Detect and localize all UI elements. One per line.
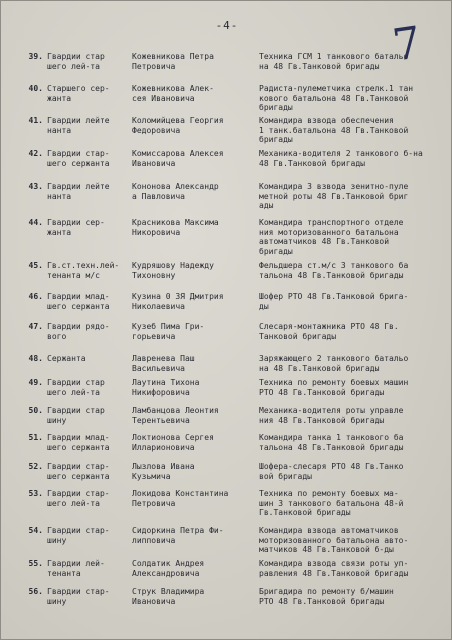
entry-duty: Командира танка 1 танкового ба тальона 48 Гв.Танковой бригады (259, 433, 404, 452)
list-entry (1, 433, 452, 465)
entry-name: Кононова Александр а Павловича (132, 182, 219, 201)
entry-duty: Шофера-слесаря РТО 48 Гв.Танко вой бригады (259, 462, 404, 481)
entry-rank: Гвардии млад- шего сержанта (47, 433, 110, 452)
entry-rank: Гвардии стар- шину (47, 526, 110, 545)
entry-duty: Заряжающего 2 танкового батальо на 48 Гв.Танковой бригады (259, 354, 409, 373)
entry-number: 54. (28, 526, 43, 535)
entry-rank: Гвардии лейте нанта (47, 182, 110, 201)
entry-name: Лавренева Паш Васильевича (132, 354, 195, 373)
list-entry (1, 261, 452, 293)
entry-duty: Радиста-пулеметчика стрелк.1 тан кового батальона 48 Гв.Танковой бригады (259, 84, 414, 112)
entry-number: 45. (28, 261, 43, 270)
entry-number: 48. (28, 354, 43, 363)
list-entry (1, 182, 452, 214)
entry-number: 44. (28, 218, 43, 227)
entry-name: Локтионова Сергея Илларионовича (132, 433, 214, 452)
entry-name: Струк Владимира Ивановича (132, 587, 205, 606)
entry-name: Локидова Константина Петровича (132, 489, 229, 508)
entry-number: 39. (28, 52, 43, 61)
entry-rank: Гвардии стар- шину (47, 587, 110, 606)
entry-name: Кузеб Пима Гри- горьевича (132, 322, 205, 341)
list-entry (1, 292, 452, 324)
list-entry (1, 149, 452, 181)
entry-duty: Фельдшера ст.м/с 3 танкового ба тальона 48 Гв.Танковой бригады (259, 261, 409, 280)
entry-duty: Техника по ремонту боевых машин РТО 48 Гв.Танковой бригады (259, 378, 409, 397)
entry-rank: Сержанта (47, 354, 86, 363)
entry-duty: Командира взвода обеспечения 1 танк.батальона 48 Гв.Танковой бригады (259, 116, 409, 144)
entry-number: 55. (28, 559, 43, 568)
entry-rank: Гвардии сер- жанта (47, 218, 105, 237)
entry-duty: Командира взвода автоматчиков моторизованного батальона авто- матчиков 48 Гв.Танковой б-ды (259, 526, 409, 554)
entry-rank: Гвардии лейте нанта (47, 116, 110, 135)
entry-number: 46. (28, 292, 43, 301)
entry-rank: Гвардии стар шего лей-та (47, 378, 105, 397)
entry-number: 53. (28, 489, 43, 498)
entry-duty: Техника ГСМ 1 танкового батальо на 48 Гв.Танковой бригады (259, 52, 409, 71)
entry-name: Лаутина Тихона Никифоровича (132, 378, 200, 397)
entry-name: Коломийцева Георгия Федоровича (132, 116, 224, 135)
entry-number: 43. (28, 182, 43, 191)
entry-number: 40. (28, 84, 43, 93)
handwritten-signature: 7 (389, 17, 425, 72)
list-entry (1, 84, 452, 116)
entry-duty: Командира 3 взвода зенитно-пуле метной роты 48 Гв.Танковой бриг ады (259, 182, 409, 210)
list-entry (1, 489, 452, 521)
entry-number: 42. (28, 149, 43, 158)
entry-duty: Командира транспортного отделе ния моторизованного батальона автоматчиков 48 Гв.Танковой бригады (259, 218, 404, 256)
entry-rank: Гвардии стар шего лей-та (47, 52, 105, 71)
entry-rank: Гвардии стар- шего лей-та (47, 489, 110, 508)
page-number: -4- (215, 19, 239, 32)
entry-name: Солдатик Андрея Александровича (132, 559, 205, 578)
list-entry (1, 526, 452, 558)
entry-rank: Гвардии стар- шего сержанта (47, 149, 110, 168)
entry-duty: Шофер РТО 48 Гв.Танковой брига- ды (259, 292, 409, 311)
entry-number: 52. (28, 462, 43, 471)
entry-name: Красникова Максима Никоровича (132, 218, 219, 237)
entry-rank: Старшего сер- жанта (47, 84, 110, 103)
entry-name: Комиссарова Алексея Ивановича (132, 149, 224, 168)
entry-duty: Слесаря-монтажника РТО 48 Гв. Танковой бригады (259, 322, 399, 341)
entry-duty: Бригадира по ремонту б/машин РТО 48 Гв.Танковой бригады (259, 587, 394, 606)
entry-rank: Гв.ст.техн.лей- тенанта м/с (47, 261, 120, 280)
list-entry (1, 116, 452, 148)
entry-duty: Техника по ремонту боевых ма- шин 3 танкового батальона 48-й Гв.Танковой бригады (259, 489, 404, 517)
entry-rank: Гвардии стар шину (47, 406, 105, 425)
entry-number: 49. (28, 378, 43, 387)
entry-rank: Гвардии лей- тенанта (47, 559, 105, 578)
entry-name: Кожевникова Петра Петровича (132, 52, 214, 71)
entry-name: Сидоркина Петра Фи- липповича (132, 526, 224, 545)
entry-duty: Командира взвода связи роты уп- равления 48 Гв.Танковой бригады (259, 559, 409, 578)
entry-number: 51. (28, 433, 43, 442)
entry-number: 56. (28, 587, 43, 596)
entry-number: 41. (28, 116, 43, 125)
entry-name: Лызлова Ивана Кузьмича (132, 462, 195, 481)
entry-name: Кудряшову Надежду Тихоновну (132, 261, 214, 280)
entry-rank: Гвардии рядо- вого (47, 322, 110, 341)
list-entry (1, 52, 452, 84)
entry-number: 50. (28, 406, 43, 415)
entry-duty: Механика-водителя 2 танкового б-на 48 Гв.Танковой бригады (259, 149, 423, 168)
entry-rank: Гвардии млад- шего сержанта (47, 292, 110, 311)
entry-name: Ламбанцова Леонтия Терентьевича (132, 406, 219, 425)
entry-name: Кузина 0 ЗЯ Дмитрия Николаевича (132, 292, 224, 311)
list-entry (1, 218, 452, 256)
entry-duty: Механика-водителя роты управле ния 48 Гв.Танковой бригады (259, 406, 404, 425)
list-entry (1, 587, 452, 619)
entry-name: Кожевникова Алек- сея Ивановича (132, 84, 214, 103)
list-entry (1, 322, 452, 354)
entry-number: 47. (28, 322, 43, 331)
entry-rank: Гвардии стар- шего сержанта (47, 462, 110, 481)
